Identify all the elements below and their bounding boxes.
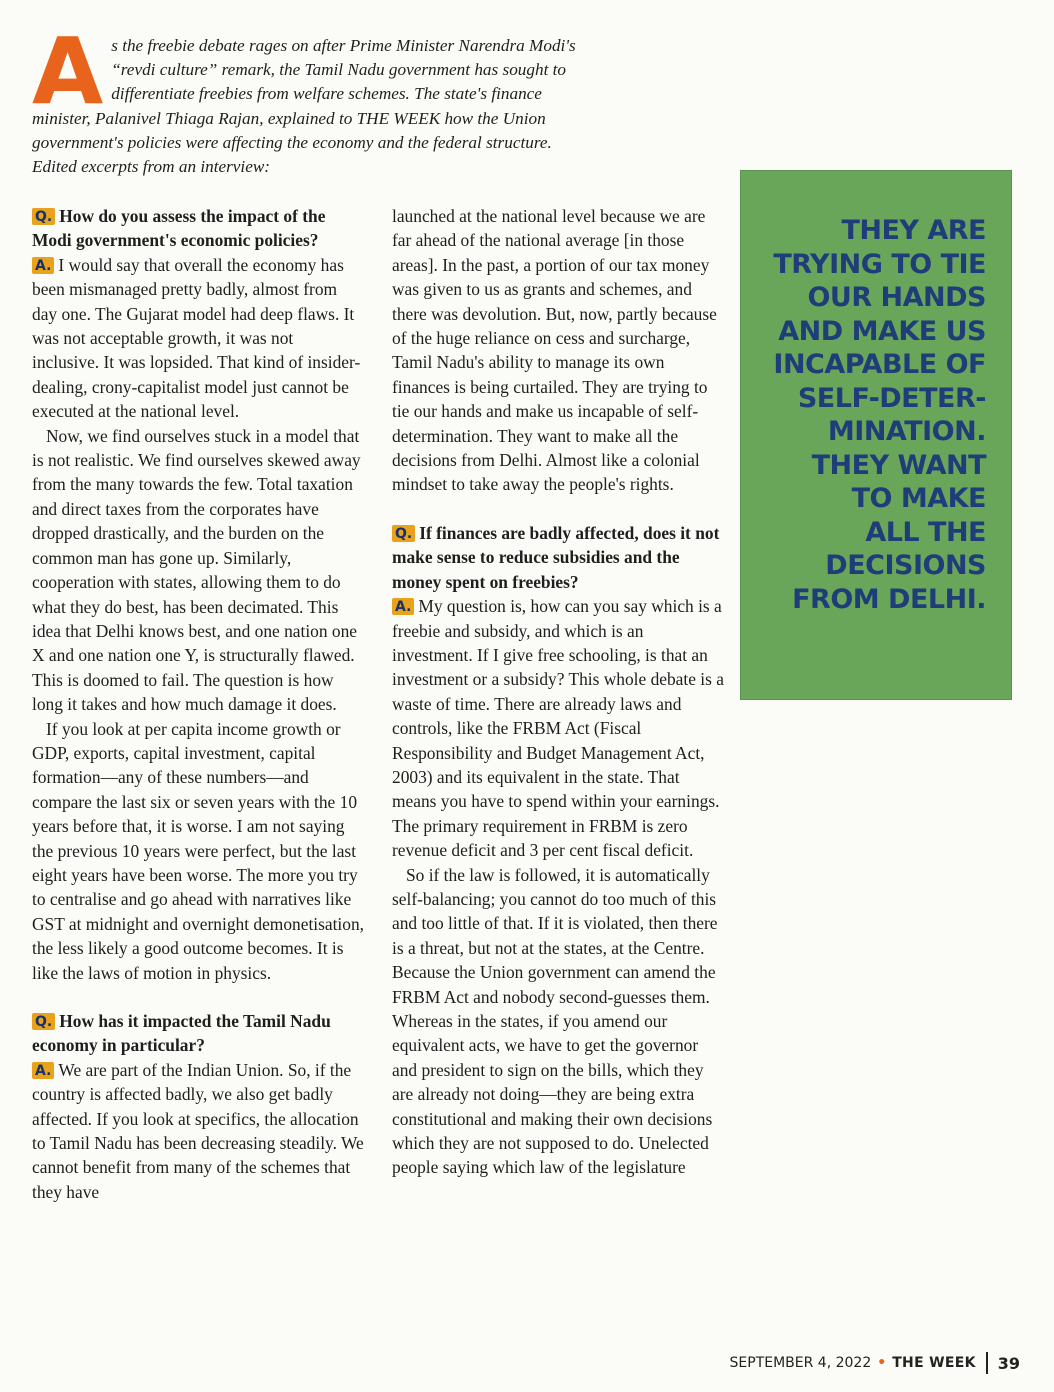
answer-1 bbox=[32, 253, 364, 424]
answer-badge: A. bbox=[32, 1062, 54, 1079]
drop-cap: A bbox=[32, 18, 104, 125]
pull-quote-line: ALL THE bbox=[865, 516, 986, 548]
question-badge: Q. bbox=[32, 1013, 55, 1030]
intro-text: s the freebie debate rages on after Prime Minister Narendra Modi's “revdi culture” remark, the Tamil Nadu government has sought to differentiate freebies from welfare schemes. The state's finance minister, Palanivel Thiaga Rajan, explained to THE WEEK how the Union government's policies were affecting the economy and the federal structure. Edited excerpts from an interview: bbox=[32, 36, 576, 177]
answer-text: My question is, how can you say which is a freebie and subsidy, and which is an investment. If I give free schooling, is that an investment or a subsidy? This whole debate is a waste of time. There are already laws and controls, like the FRBM Act (Fiscal Responsibility and Budget Management Act, 2003) and its equivalent in the state. That means you have to spend within your earnings. The primary requirement in FRBM is zero revenue deficit and 3 per cent fiscal deficit. bbox=[392, 596, 724, 861]
answer-2 bbox=[32, 1058, 364, 1204]
question-badge: Q. bbox=[32, 208, 55, 225]
pull-quote-line: TRYING TO TIE bbox=[773, 248, 986, 280]
footer-divider bbox=[986, 1352, 988, 1374]
pull-quote-line: MINATION. bbox=[827, 416, 986, 447]
footer-bullet: • bbox=[877, 1355, 887, 1371]
pull-quote-line: INCAPABLE OF bbox=[773, 349, 986, 380]
pull-quote-line: THEY WANT bbox=[811, 449, 986, 481]
paragraph: Now, we find ourselves stuck in a model that is not realistic. We find ourselves skewed away from the many towards the few. Total taxation and direct taxes from the corporates have dropped drastically, and the burden on the common man has gone up. Similarly, cooperation with states, allowing them to do what they do best, has been decimated. This idea that Delhi knows best, and one nation one X and one nation one Y, is structurally flawed. This is doomed to fail. The question is how long it takes and how much damage it does. bbox=[32, 425, 361, 715]
article-column-1 bbox=[32, 204, 364, 1204]
question-2 bbox=[32, 1009, 364, 1058]
page-footer bbox=[730, 1352, 1020, 1374]
pull-quote-line: OUR HANDS bbox=[807, 282, 986, 313]
pull-quote-line: AND MAKE US bbox=[778, 315, 986, 347]
pull-quote bbox=[740, 170, 1012, 700]
intro-paragraph bbox=[32, 18, 582, 179]
question-text: How do you assess the impact of the Modi government's economic policies? bbox=[32, 206, 326, 251]
issue-date: SEPTEMBER 4, 2022 bbox=[729, 1355, 872, 1371]
question-3 bbox=[392, 521, 724, 594]
question-badge: Q. bbox=[392, 525, 415, 542]
publication-name: THE WEEK bbox=[892, 1355, 976, 1371]
pull-quote-line: DECISIONS bbox=[825, 550, 986, 581]
answer-3 bbox=[392, 594, 724, 862]
question-text: How has it impacted the Tamil Nadu economy in particular? bbox=[32, 1011, 331, 1056]
question-text: If finances are badly affected, does it not make sense to reduce subsidies and the money spent on freebies? bbox=[392, 522, 720, 592]
article-column-2 bbox=[392, 204, 724, 1180]
pull-quote-line: FROM DELHI. bbox=[792, 583, 986, 615]
answer-text: We are part of the Indian Union. So, if the country is affected badly, we also get badly affected. If you look at specifics, the allocation to Tamil Nadu has been decreasing steadily. We cannot benefit from many of the schemes that they have bbox=[32, 1059, 364, 1202]
paragraph: launched at the national level because we are far ahead of the national average [in those areas]. In the past, a portion of our tax money was given to us as grants and schemes, and there was devolution. But, now, partly because of the huge reliance on cess and surcharge, Tamil Nadu's ability to manage its own finances is being curtailed. They are trying to tie our hands and make us incapable of self-determination. They want to make all the decisions from Delhi. Almost like a colonial mindset to take away the people's rights. bbox=[392, 206, 717, 495]
answer-badge: A. bbox=[392, 598, 414, 615]
answer-text: I would say that overall the economy has been mismanaged pretty badly, almost from day one. The Gujarat model had deep flaws. It was not acceptable growth, it was not inclusive. It was lopsided. That kind of insider-dealing, crony-capitalist model just cannot be executed at the national level. bbox=[32, 254, 361, 422]
paragraph: If you look at per capita income growth or GDP, exports, capital investment, capital formation—any of these numbers—and compare the last six or seven years with the 10 years before that, it is worse. I am not saying the previous 10 years were perfect, but the last eight years have been worse. The more you try to centralise and go ahead with narratives like GST at midnight and overnight demonetisation, the less likely a good outcome becomes. It is like the laws of motion in physics. bbox=[32, 718, 364, 983]
answer-badge: A. bbox=[32, 257, 54, 274]
pull-quote-line: SELF-DETER- bbox=[797, 382, 986, 414]
question-1 bbox=[32, 204, 364, 253]
pull-quote-line: THEY ARE bbox=[841, 215, 986, 246]
page-number: 39 bbox=[997, 1353, 1020, 1373]
pull-quote-line: TO MAKE bbox=[851, 483, 986, 514]
paragraph: So if the law is followed, it is automatically self-balancing; you cannot do too much of this and too little of that. If it is violated, then there is a threat, but not at the states, at the Centre. Because the Union government can amend the FRBM Act and nobody second-guesses them. Whereas in the states, if you amend our equivalent acts, we have to get the governor and president to sign on the bills, which they are already not doing—they are being extra constitutional and making their own decisions which they are not supposed to do. Unelected people saying which law of the legislature bbox=[392, 864, 718, 1178]
